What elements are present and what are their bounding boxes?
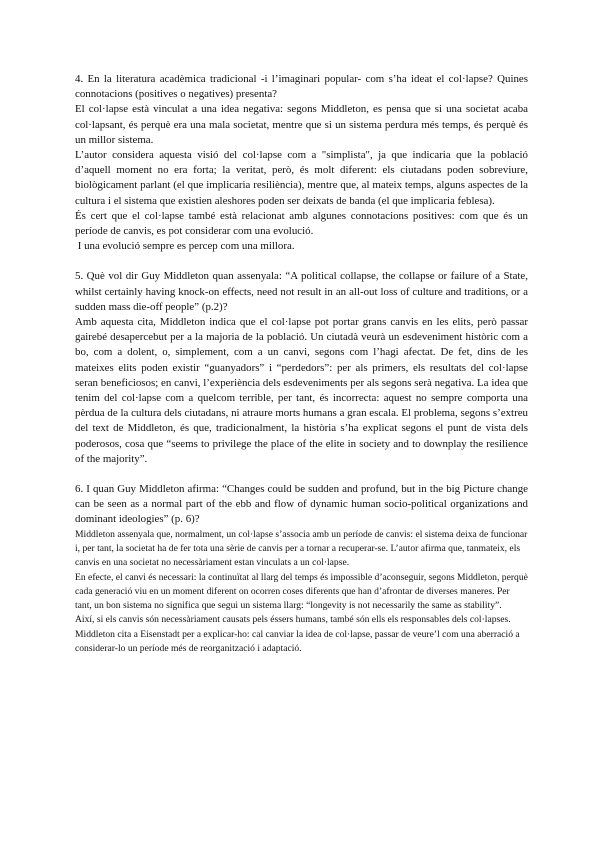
answer-6 [75,528,528,657]
question-6: 6. I quan Guy Middleton afirma: “Changes could be sudden and profund, but in the big Picture change can be seen as a normal part of the ebb and flow of dynamic human socio-political organizations and dominant ideologies” (p. 6)? [75,483,528,526]
answer-paragraph: L’autor considera aquesta visió del col·lapse com a "simplista", ja que indicaria que la població d’aquell moment no era forta; la veritat, però, és molt diferent: els ciutadans poden sobreviure, biològicament parlant (el que implicaria resiliència), mentre que, al mateix temps, alguns aspectes de la cultura i el sistema que existien aleshores poden ser deixats de banda (el que implicaria feblesa). [75,149,528,207]
answer-paragraph: En efecte, el canvi és necessari: la continuïtat al llarg del temps és impossible d’aconseguir, segons Middleton, perquè cada generació viu en un moment diferent on ocorren coses diferents que han d’afrontar de diverses maneres. Per tant, un bon sistema no significa que segui un sistema llarg: “longevity is not necessarily the same as stability”. [75,571,528,612]
answer-paragraph: El col·lapse està vinculat a una idea negativa: segons Middleton, es pensa que si una societat acaba col·lapsant, és perquè era una mala societat, mentre que si un sistema perdura més temps, és perquè és un millor sistema. [75,103,528,146]
answer-paragraph: Amb aquesta cita, Middleton indica que el col·lapse pot portar grans canvis en les elits, però passar gairebé desapercebut per a la majoria de la població. Un ciutadà veurà un esdeveniment històric com a bo, com a dolent, o, simplement, com a un canvi, segons com l’hagi afectat. De fet, dins de les mateixes elits poden existir “guanyadors” i “perdedors”: per als primers, els resultats del col·lapse seran beneficiosos; en canvi, l’experiència dels esdeveniments per als segons serà negativa. La idea que tenim del col·lapse com a quelcom terrible, per tant, és incorrecta: aquest no sempre comporta una pèrdua de la cultura dels ciutadans, ni atraure morts humans a gran escala. El problema, segons s’extreu del text de Middleton, és que, tradicionalment, la història s’ha explicat segons el punt de vista dels poderosos, cosa que “seems to privilege the place of the elite in society and to downplay the resilience of the majority”. [75,316,528,465]
section-4 [75,72,528,254]
answer-paragraph: Middleton assenyala que, normalment, un col·lapse s’associa amb un període de canvis: el sistema deixa de funcionar i, per tant, la societat ha de fer tota una sèrie de canvis per a tornar a recuperar-se. L’autor afirma que, tanmateix, els canvis en una societat no necessàriament estan vinculats a un col·lapse. [75,528,528,569]
answer-paragraph: Així, si els canvis són necessàriament causats pels éssers humans, també són ells els responsables dels col·lapses. Middleton cita a Eisenstadt per a explicar-ho: cal canviar la idea de col·lapse, passar de veure’l com una aberració a considerar-lo un període més de reorganització i adaptació. [75,614,520,655]
section-6 [75,482,528,656]
answer-paragraph: És cert que el col·lapse també està relacionat amb algunes connotacions positives: com que és un període de canvis, es pot considerar com una evolució. [75,209,528,238]
question-5: 5. Què vol dir Guy Middleton quan assenyala: “A political collapse, the collapse or failure of a State, whilst certainly having knock-on effects, need not result in an all-out loss of culture and traditions, or a sudden mass die-off people” (p.2)? [75,270,528,313]
answer-paragraph: I una evolució sempre es percep com una millora. [75,240,295,253]
question-4: 4. En la literatura acadèmica tradicional -i l’imaginari popular- com s’ha ideat el col·lapse? Quines connotacions (positives o negatives) presenta? [75,73,528,101]
section-5 [75,269,528,467]
document-page [75,72,528,671]
